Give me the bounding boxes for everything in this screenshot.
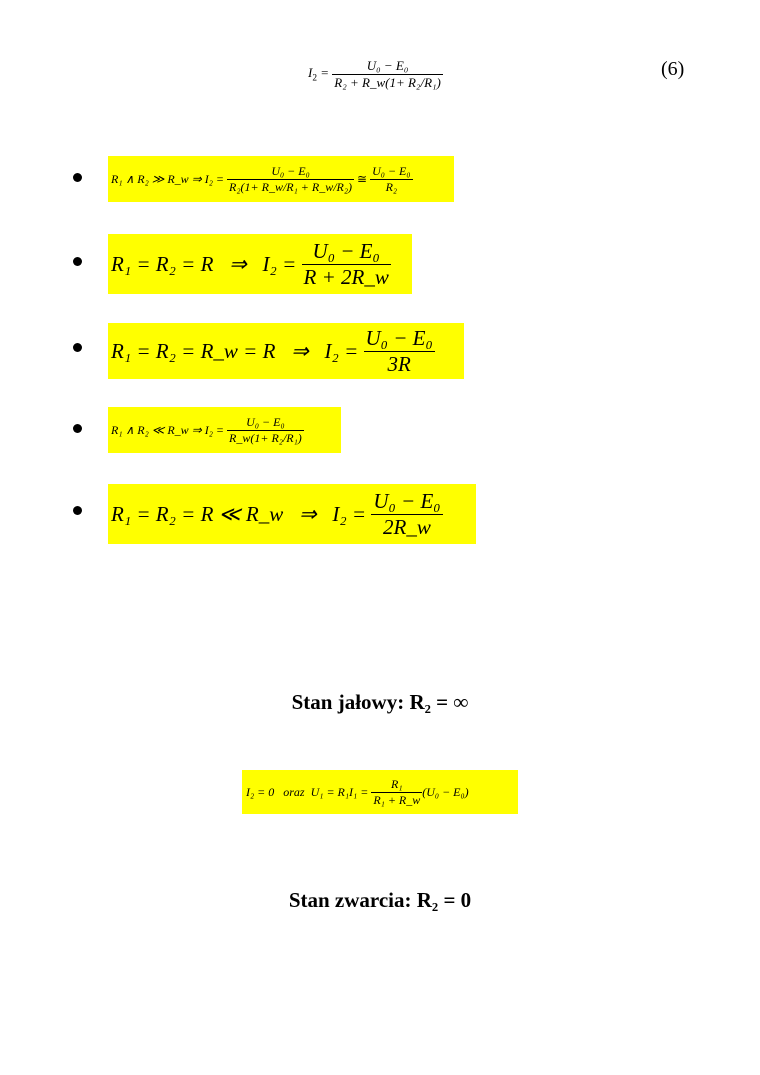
case-4-lhs: R₁ ∧ R₂ ≪ R_w ⇒ I₂ = (111, 422, 225, 437)
case-1-fraction-1 (227, 164, 354, 195)
stan-jalowy-heading: Stan jałowy: R₂ = ∞ (291, 690, 469, 714)
equation-6-numerator: U₀ − E₀ (332, 58, 443, 75)
case-1-frac2-denominator: R₂ (385, 179, 398, 194)
equation-number: (6) (661, 58, 685, 80)
equation-6-denominator: R₂ + R_w(1+ R₂/R₁) (334, 75, 441, 90)
stan-jalowy-fraction (371, 777, 422, 808)
case-4-fraction (227, 415, 304, 446)
stan-jalowy-denominator: R₁ + R_w (373, 792, 421, 807)
bullet-5 (73, 506, 82, 515)
equation-6 (308, 58, 443, 91)
case-1-equation (108, 156, 454, 202)
case-2-lhs: R₁ = R₂ = R ⇒ I₂ = (111, 251, 297, 276)
case-5-lhs: R₁ = R₂ = R ≪ R_w ⇒ I₂ = (111, 501, 367, 526)
case-3-equation (108, 323, 464, 379)
stan-jalowy-eq-left: I₂ = 0 oraz U₁ = R₁I₁ = (246, 784, 369, 799)
stan-jalowy-equation (242, 770, 518, 814)
case-5-fraction (371, 489, 442, 540)
case-2-equation (108, 234, 412, 294)
bullet-1 (73, 173, 82, 182)
case-4-denominator: R_w(1+ R₂/R₁) (229, 430, 302, 445)
bullet-3 (73, 343, 82, 352)
case-1-fraction-2 (370, 164, 412, 195)
case-5-denominator: 2R_w (383, 514, 431, 539)
case-3-numerator: U₀ − E₀ (365, 325, 433, 350)
case-5-equation (108, 484, 476, 544)
case-3-denominator: 3R (387, 351, 411, 376)
case-1-frac1-denominator: R₂(1+ R_w/R₁ + R_w/R₂) (229, 179, 353, 194)
case-1-approx: ≅ (357, 171, 368, 186)
bullet-2 (73, 257, 82, 266)
case-1-frac1-numerator: U₀ − E₀ (227, 164, 354, 180)
case-4-numerator: U₀ − E₀ (227, 415, 304, 431)
stan-jalowy-tail: (U₀ − E₀) (422, 784, 469, 799)
stan-zwarcia-heading: Stan zwarcia: R₂ = 0 (288, 888, 472, 912)
case-5-numerator: U₀ − E₀ (373, 488, 441, 513)
case-3-lhs: R₁ = R₂ = R_w = R ⇒ I₂ = (111, 338, 359, 363)
case-3-fraction (364, 326, 435, 377)
case-1-condition: R₁ ∧ R₂ ≫ R_w ⇒ I₂ = (111, 171, 225, 186)
equation-6-fraction (332, 58, 443, 91)
case-2-fraction (302, 239, 391, 290)
bullet-4 (73, 424, 82, 433)
equation-6-lhs: $I_2$ = (308, 65, 330, 85)
case-1-frac2-numerator: U₀ − E₀ (372, 163, 411, 178)
case-4-equation (108, 407, 341, 453)
stan-jalowy-numerator: R₁ (371, 777, 422, 793)
case-2-numerator: U₀ − E₀ (302, 239, 391, 265)
case-2-denominator: R + 2R_w (303, 264, 389, 289)
